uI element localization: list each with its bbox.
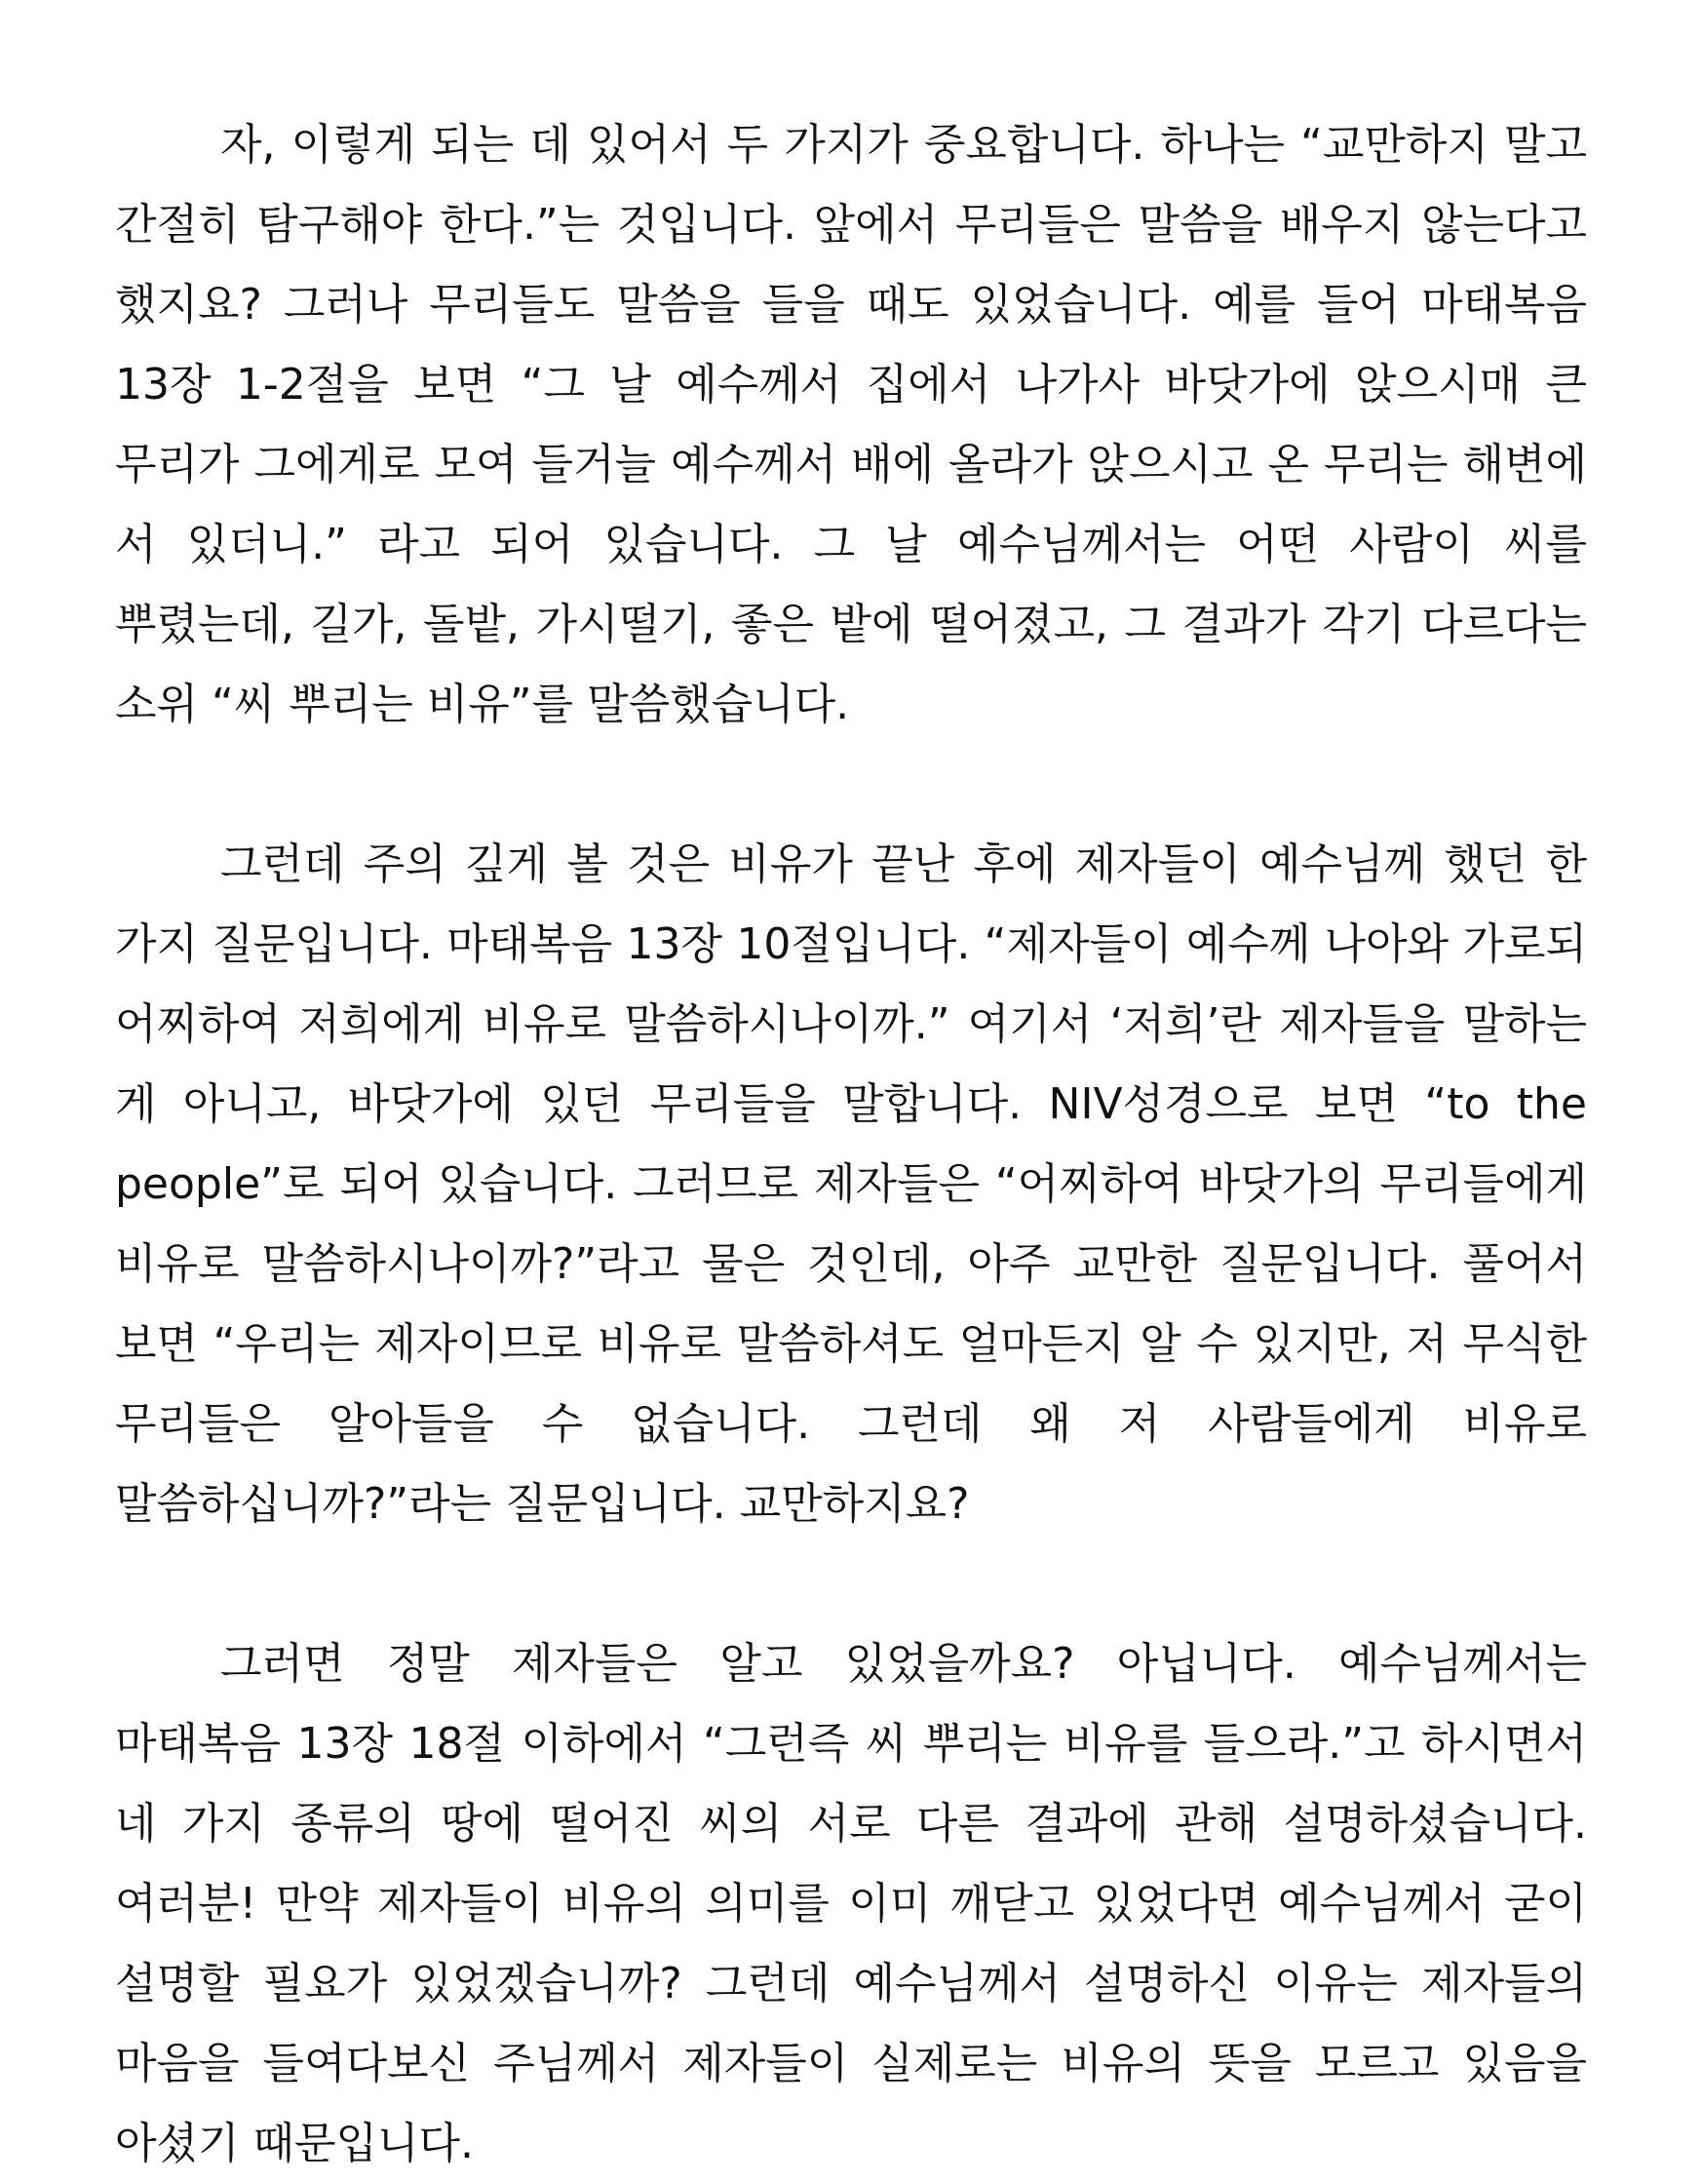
paragraph-1: 자, 이렇게 되는 데 있어서 두 가지가 중요합니다. 하나는 “교만하지 말고 간절히 탐구해야 한다.”는 것입니다. 앞에서 무리들은 말씀을 배우지 않는다고 했지요? 그러나 무리들도 말씀을 들을 때도 있었습니다. 예를 들어 마태복음 13장 1-2절을 보면 “그 날 예수께서 집에서 나가사 바닷가에 앉으시매 큰 무리가 그에게로 모여 들거늘 예수께서 배에 올라가 앉으시고 온 무리는 해변에 서 있더니.” 라고 되어 있습니다. 그 날 예수님께서는 어떤 사람이 씨를 뿌렸는데, 길가, 돌밭, 가시떨기, 좋은 밭에 떨어졌고, 그 결과가 각기 다르다는 소위 “씨 뿌리는 비유”를 말씀했습니다. xyxy=(115,120,1587,729)
paragraph-2: 그런데 주의 깊게 볼 것은 비유가 끝난 후에 제자들이 예수님께 했던 한 가지 질문입니다. 마태복음 13장 10절입니다. “제자들이 예수께 나아와 가로되 어찌하여 저희에게 비유로 말씀하시나이까.” 여기서 ‘저희’란 제자들을 말하는 게 아니고, 바닷가에 있던 무리들을 말합니다. NIV성경으로 보면 “to the people”로 되어 있습니다. 그러므로 제자들은 “어찌하여 바닷가의 무리들에게 비유로 말씀하시나이까?”라고 물은 것인데, 아주 교만한 질문입니다. 풀어서 보면 “우리는 제자이므로 비유로 말씀하셔도 얼마든지 알 수 있지만, 저 무식한 무리들은 알아들을 수 없습니다. 그런데 왜 저 사람들에게 비유로 말씀하십니까?”라는 질문입니다. 교만하지요? xyxy=(115,839,1588,1529)
paragraph-3: 그러면 정말 제자들은 알고 있었을까요? 아닙니다. 예수님께서는 마태복음 13장 18절 이하에서 “그런즉 씨 뿌리는 비유를 들으라.”고 하시면서 네 가지 종류의 땅에 떨어진 씨의 서로 다른 결과에 관해 설명하셨습니다. 여러분! 만약 제자들이 비유의 의미를 이미 깨닫고 있었다면 예수님께서 굳이 설명할 필요가 있었겠습니까? 그런데 예수님께서 설명하신 이유는 제자들의 마음을 들여다보신 주님께서 제자들이 실제로는 비유의 뜻을 모르고 있음을 아셨기 때문입니다. xyxy=(115,1639,1587,2168)
document-body xyxy=(115,105,1587,2184)
